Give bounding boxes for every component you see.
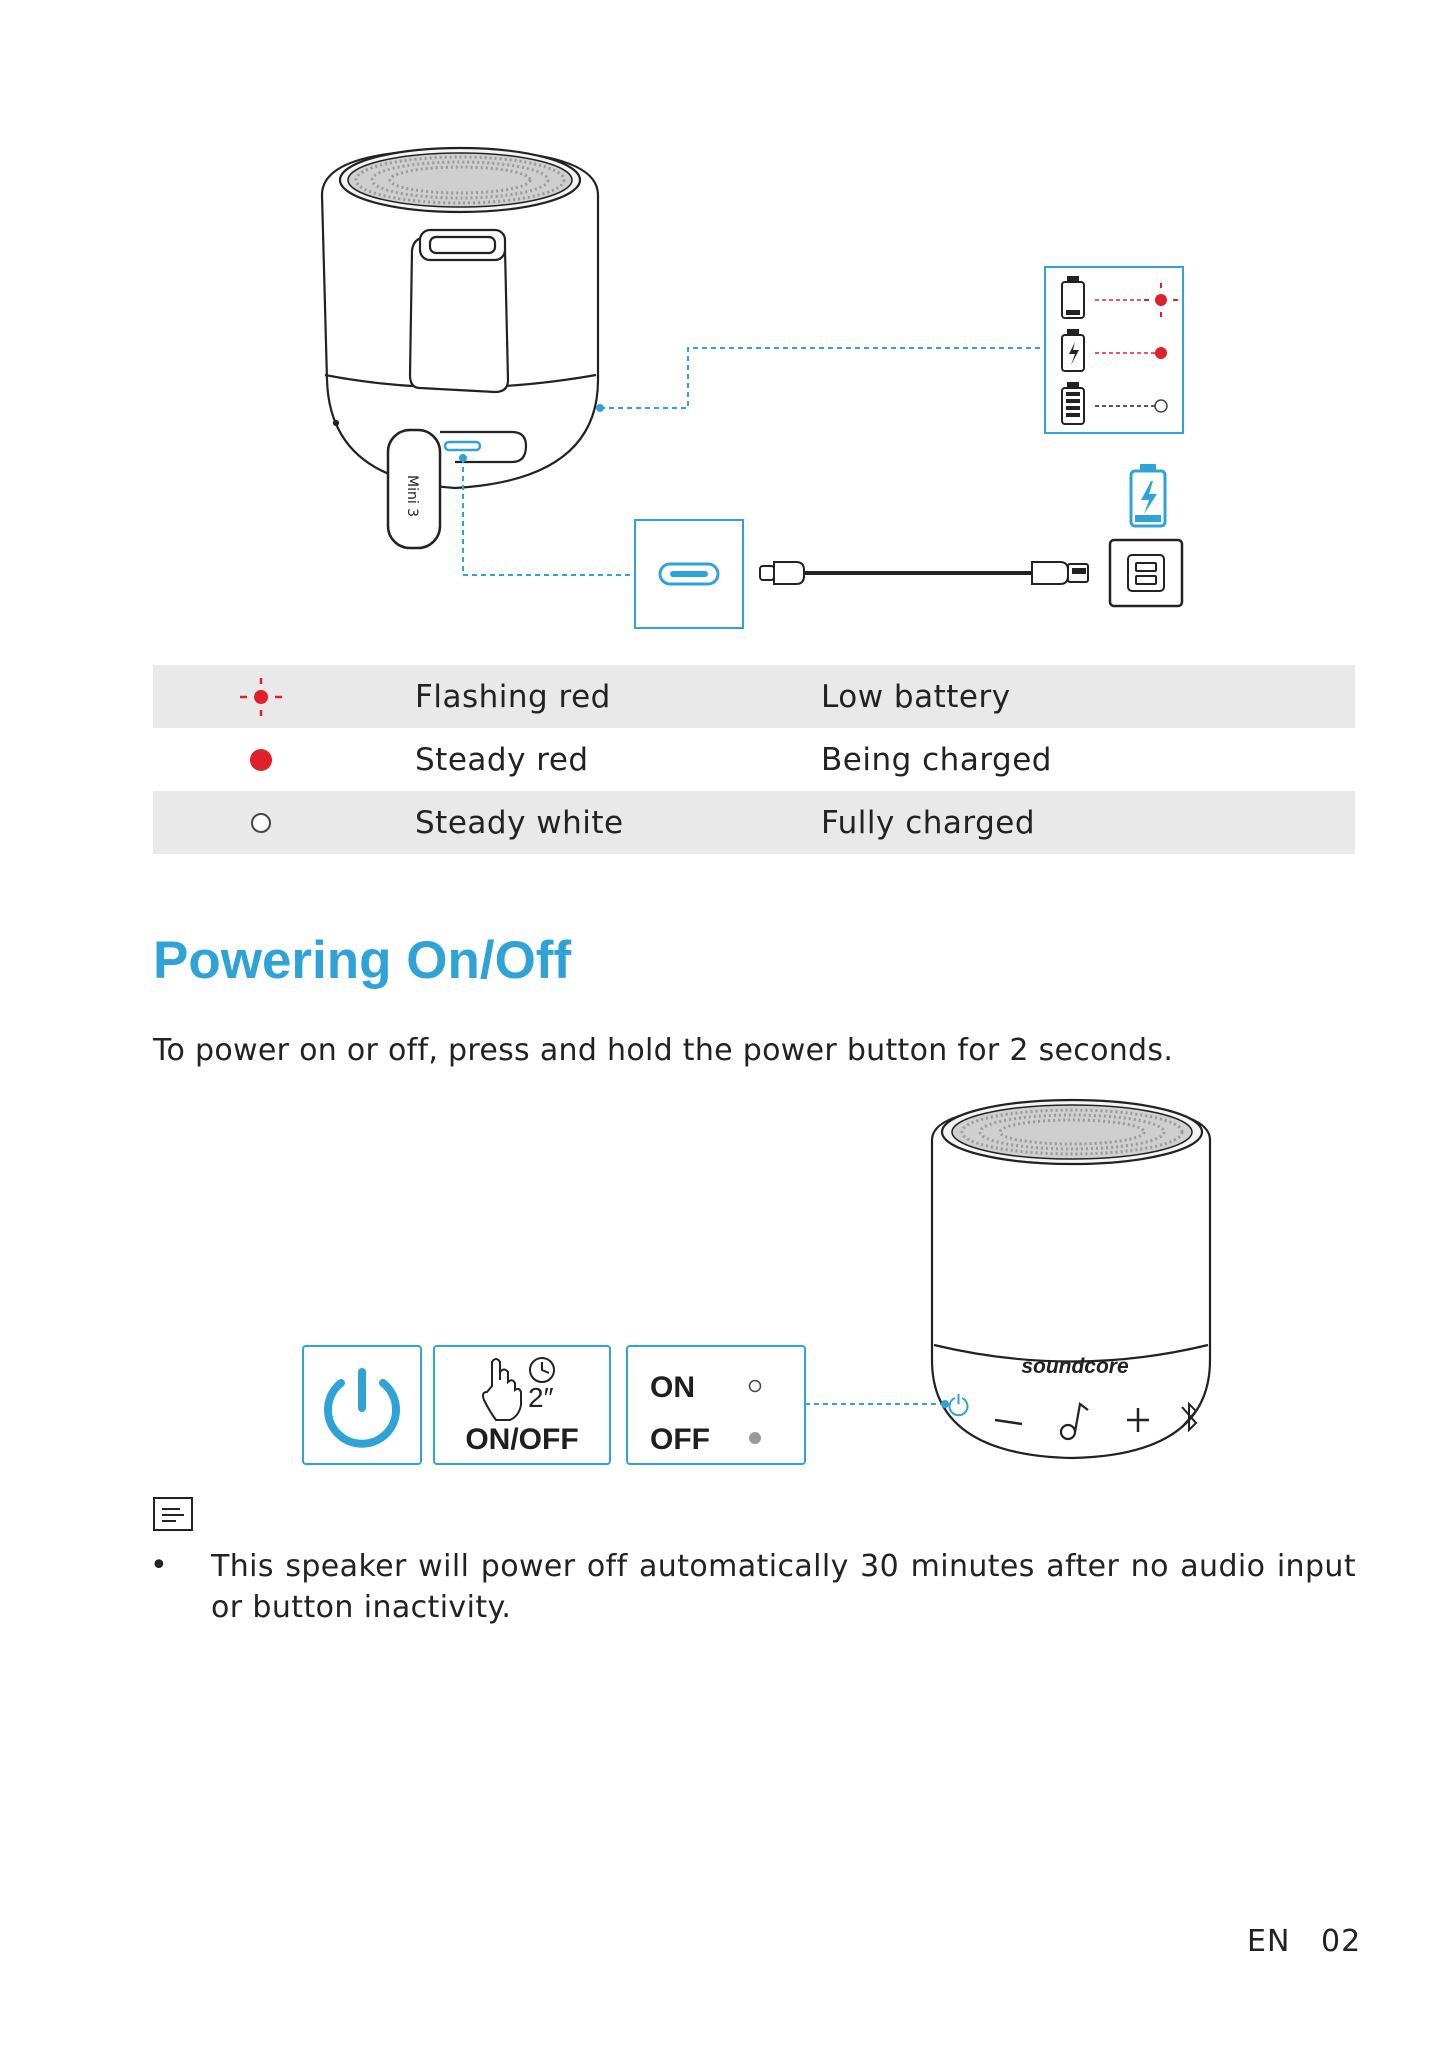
table-row — [153, 791, 1355, 854]
led-state: Steady white — [415, 804, 624, 841]
hold-time: 2″ — [528, 1382, 554, 1413]
led-state: Flashing red — [415, 678, 611, 715]
footer-lang: EN — [1247, 1924, 1291, 1959]
led-state: Steady red — [415, 741, 589, 778]
power-diagram — [0, 1090, 1450, 1470]
steady-white-circle-icon — [1155, 400, 1167, 412]
led-legend-box — [1045, 267, 1183, 433]
power-diagram-svg — [0, 1090, 1450, 1470]
led-grey-dot-icon — [749, 1432, 761, 1444]
usb-charger-icon — [1110, 540, 1182, 606]
speaker-illustration — [322, 148, 598, 548]
led-meaning: Being charged — [821, 741, 1052, 778]
led-status-table — [153, 665, 1355, 854]
speaker-front-illustration — [932, 1100, 1210, 1458]
step-power-icon-box — [303, 1346, 421, 1464]
step-status-box — [627, 1346, 805, 1464]
usb-c-port-box — [635, 520, 743, 628]
note-icon — [153, 1497, 193, 1531]
page-number: 02 — [1321, 1924, 1362, 1959]
steady-red-dot-icon — [236, 735, 286, 785]
step-hold-box — [434, 1346, 610, 1464]
leader-dot — [596, 404, 604, 412]
off-label: OFF — [650, 1423, 710, 1456]
usb-cable — [760, 562, 1088, 584]
charging-battery-icon — [1131, 464, 1165, 526]
bullet: • — [150, 1548, 168, 1583]
on-label: ON — [650, 1371, 695, 1404]
brand-logo: soundcore — [1021, 1355, 1129, 1378]
flashing-red-icon — [236, 672, 286, 722]
steady-white-circle-icon — [236, 798, 286, 848]
section-title: Powering On/Off — [153, 931, 572, 990]
led-meaning: Fully charged — [821, 804, 1036, 841]
button-label: ON/OFF — [465, 1423, 579, 1456]
charging-diagram-svg — [0, 0, 1450, 640]
instruction-text: To power on or off, press and hold the power button for 2 seconds. — [153, 1033, 1174, 1068]
charging-diagram — [0, 0, 1450, 640]
note-text: This speaker will power off automatically 30 minutes after no audio input or button inactivity. — [211, 1549, 1356, 1625]
leader-dot — [459, 454, 467, 462]
steady-red-dot-icon — [1155, 347, 1167, 359]
device-label: Mini 3 — [404, 475, 420, 518]
led-off-circle-icon — [750, 1381, 761, 1392]
led-meaning: Low battery — [821, 678, 1011, 715]
table-row — [153, 728, 1355, 791]
table-row — [153, 665, 1355, 728]
